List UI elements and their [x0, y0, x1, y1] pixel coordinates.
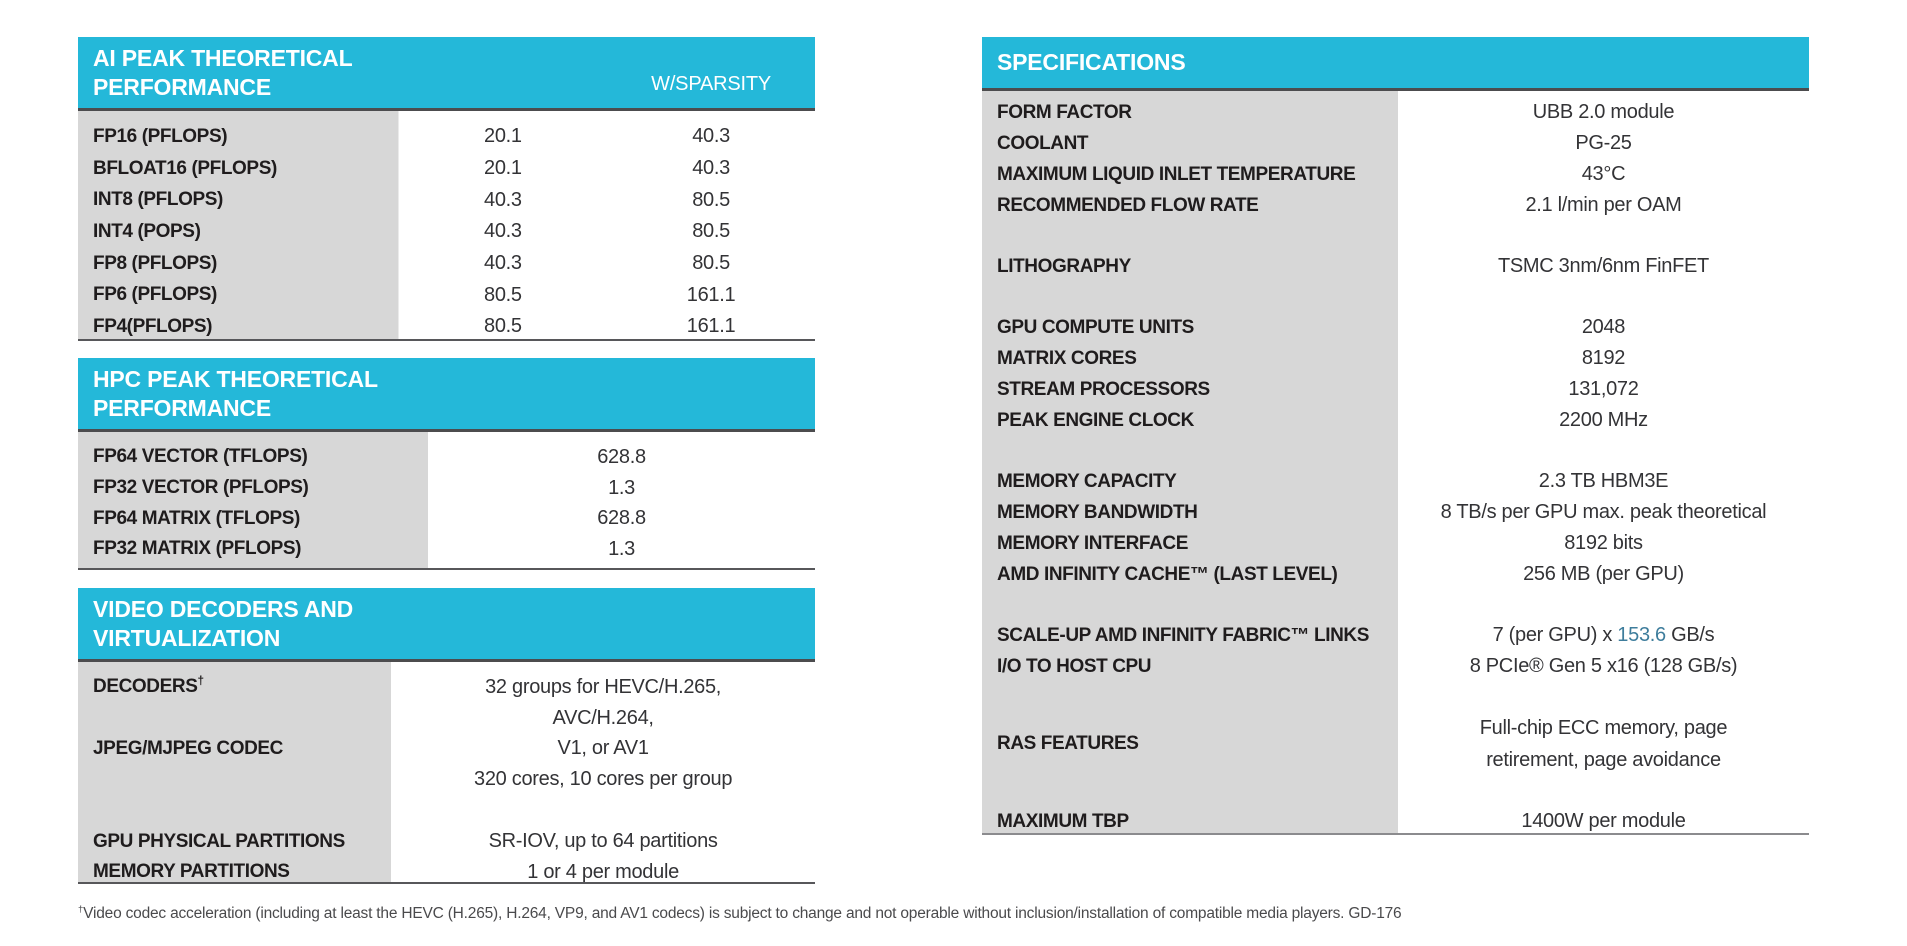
row-value: TSMC 3nm/6nm FinFET [1497, 255, 1709, 277]
table-header [78, 358, 815, 429]
row-value: V1, or AV1 [557, 737, 649, 760]
row-label: MAXIMUM LIQUID INLET TEMPERATURE [997, 163, 1356, 185]
table-header [982, 37, 1809, 88]
spec-row [982, 374, 1809, 405]
row-value: 256 MB (per GPU) [1523, 563, 1684, 585]
perf-row [78, 184, 815, 216]
row-label: INT8 (PFLOPS) [93, 189, 223, 211]
row-value: SR-IOV, up to 64 partitions [488, 830, 718, 853]
row-value: 2.1 l/min per OAM [1525, 194, 1682, 216]
dagger-sup: † [197, 675, 204, 689]
row-label: FP32 MATRIX (PFLOPS) [93, 538, 302, 560]
table-hpc-peak-performance [78, 358, 815, 570]
row-label: MAXIMUM TBP [997, 810, 1129, 832]
row-label: MEMORY INTERFACE [997, 532, 1189, 554]
spec-row [982, 497, 1809, 528]
footnote-dagger: † [78, 903, 84, 915]
left-column [78, 37, 815, 884]
row-label: MEMORY PARTITIONS [93, 861, 290, 883]
row-value: 320 cores, 10 cores per group [474, 768, 733, 791]
spec-row [982, 190, 1809, 221]
value-part: 7 (per GPU) x [1492, 624, 1618, 646]
video-row [78, 703, 815, 734]
row-value [1398, 624, 1809, 647]
row-label: I/O TO HOST CPU [997, 655, 1152, 677]
highlighted-value: 153.6 [1617, 624, 1666, 646]
row-label: FP64 VECTOR (TFLOPS) [93, 446, 308, 468]
spec-section [982, 97, 1809, 221]
spec-section [982, 251, 1809, 282]
perf-row [78, 311, 815, 343]
video-section [78, 826, 815, 888]
row-label: GPU PHYSICAL PARTITIONS [93, 830, 345, 852]
ai-body [78, 108, 815, 341]
perf-row [78, 503, 815, 534]
row-value: 8192 bits [1564, 532, 1643, 554]
row-value: 628.8 [597, 507, 646, 530]
row-label: FORM FACTOR [997, 101, 1132, 123]
row-value [1398, 712, 1809, 776]
row-value-base: 20.1 [484, 125, 522, 148]
spec-row [982, 128, 1809, 159]
footnote [78, 905, 1778, 923]
row-label: LITHOGRAPHY [997, 255, 1131, 277]
row-label: FP64 MATRIX (TFLOPS) [93, 507, 300, 529]
video-row [78, 734, 815, 765]
spec-row [982, 466, 1809, 497]
row-value-sparsity: 80.5 [692, 220, 730, 243]
row-value: 8 TB/s per GPU max. peak theoretical [1440, 501, 1767, 523]
table-title-line1: VIDEO DECODERS AND [93, 596, 354, 622]
row-label: STREAM PROCESSORS [997, 378, 1210, 400]
row-label: MEMORY BANDWIDTH [997, 501, 1198, 523]
row-label: SCALE-UP AMD INFINITY FABRIC™ LINKS [997, 624, 1369, 646]
spec-row [982, 343, 1809, 374]
row-value-sparsity: 80.5 [692, 252, 730, 275]
video-row [78, 857, 815, 888]
row-value: 1 or 4 per module [527, 860, 679, 883]
row-value-sparsity: 40.3 [692, 125, 730, 148]
row-value: 1.3 [608, 476, 635, 499]
video-row [78, 826, 815, 857]
perf-row [78, 279, 815, 311]
row-value-base: 80.5 [484, 315, 522, 338]
row-label: AMD INFINITY CACHE™ (LAST LEVEL) [997, 563, 1338, 585]
row-label: JPEG/MJPEG CODEC [93, 737, 283, 759]
video-row [78, 764, 815, 795]
spec-row [982, 620, 1809, 651]
spec-section [982, 466, 1809, 590]
perf-row [78, 216, 815, 248]
spec-row [982, 528, 1809, 559]
spec-section [982, 712, 1809, 776]
row-value: PG-25 [1575, 132, 1632, 154]
table-title-line2: VIRTUALIZATION [93, 625, 281, 651]
row-value: 2048 [1581, 316, 1626, 338]
row-label: GPU COMPUTE UNITS [997, 316, 1194, 338]
row-value: AVC/H.264, [552, 706, 654, 729]
row-label: FP6 (PFLOPS) [93, 284, 217, 306]
perf-row [78, 248, 815, 280]
table-header [78, 37, 815, 108]
perf-row [78, 534, 815, 565]
spec-section [982, 806, 1809, 837]
row-value-base: 40.3 [484, 220, 522, 243]
row-label: DECODERS† [93, 675, 204, 698]
spec-row [982, 312, 1809, 343]
table-title: SPECIFICATIONS [997, 49, 1186, 75]
video-body [78, 659, 815, 884]
row-label: COOLANT [997, 132, 1089, 154]
row-value-base: 20.1 [484, 157, 522, 180]
row-value-base: 40.3 [484, 252, 522, 275]
row-label: MEMORY CAPACITY [997, 470, 1177, 492]
table-title-line2: PERFORMANCE [93, 74, 271, 100]
spec-row [982, 651, 1809, 682]
spec-section [982, 620, 1809, 682]
specs-body [982, 88, 1809, 835]
perf-row [78, 153, 815, 185]
perf-row [78, 442, 815, 473]
spec-row [982, 251, 1809, 282]
row-label: PEAK ENGINE CLOCK [997, 409, 1194, 431]
row-label: RAS FEATURES [997, 733, 1139, 754]
row-label: FP8 (PFLOPS) [93, 252, 217, 274]
row-label: BFLOAT16 (PFLOPS) [93, 157, 277, 179]
table-specifications [982, 37, 1809, 835]
row-value-sparsity: 80.5 [692, 188, 730, 211]
perf-row [78, 121, 815, 153]
row-value: 43°C [1581, 163, 1626, 185]
row-value: 2200 MHz [1559, 409, 1648, 431]
row-value: 628.8 [597, 445, 646, 468]
row-value: 1400W per module [1521, 810, 1686, 832]
row-value-line: Full-chip ECC memory, page [1479, 717, 1728, 739]
row-label: RECOMMENDED FLOW RATE [997, 194, 1259, 216]
row-value: 32 groups for HEVC/H.265, [485, 675, 722, 698]
row-value-base: 40.3 [484, 188, 522, 211]
row-value-sparsity: 40.3 [692, 157, 730, 180]
column-header-sparsity: W/SPARSITY [651, 73, 772, 95]
row-label: INT4 (POPS) [93, 220, 201, 242]
spec-row [982, 97, 1809, 128]
spec-row [982, 559, 1809, 590]
table-header [78, 588, 815, 659]
value-part: GB/s [1665, 624, 1715, 646]
table-title-line2: PERFORMANCE [93, 395, 271, 421]
perf-row [78, 473, 815, 504]
hpc-body [78, 429, 815, 570]
table-title-line1: HPC PEAK THEORETICAL [93, 366, 378, 392]
row-value-line: retirement, page avoidance [1486, 749, 1721, 771]
row-value-sparsity: 161.1 [686, 283, 736, 306]
spec-row [982, 712, 1809, 776]
video-section [78, 672, 815, 795]
row-label: FP32 VECTOR (PFLOPS) [93, 477, 309, 499]
table-ai-peak-performance [78, 37, 815, 341]
spec-section [982, 312, 1809, 436]
spec-row [982, 806, 1809, 837]
row-value: 131,072 [1568, 378, 1639, 400]
row-label: FP16 (PFLOPS) [93, 125, 228, 147]
row-value: 2.3 TB HBM3E [1538, 470, 1669, 492]
row-value: UBB 2.0 module [1532, 101, 1675, 123]
table-title-line1: AI PEAK THEORETICAL [93, 45, 353, 71]
table-video-decoders [78, 588, 815, 884]
row-value-sparsity: 161.1 [686, 315, 736, 338]
row-value: 8 PCIe® Gen 5 x16 (128 GB/s) [1469, 655, 1738, 677]
row-label: FP4(PFLOPS) [93, 315, 213, 337]
row-value: 8192 [1581, 347, 1626, 369]
row-value-base: 80.5 [484, 283, 522, 306]
spec-row [982, 405, 1809, 436]
row-value: 1.3 [608, 537, 635, 560]
row-label: MATRIX CORES [997, 347, 1137, 369]
footnote-text: Video codec acceleration (including at least the HEVC (H.265), H.264, VP9, and AV1 codecs) is subject to change and not operable without inclusion/installation of compatible media players. GD-176 [83, 905, 1402, 922]
spec-row [982, 159, 1809, 190]
right-column [982, 37, 1809, 835]
video-row [78, 672, 815, 703]
